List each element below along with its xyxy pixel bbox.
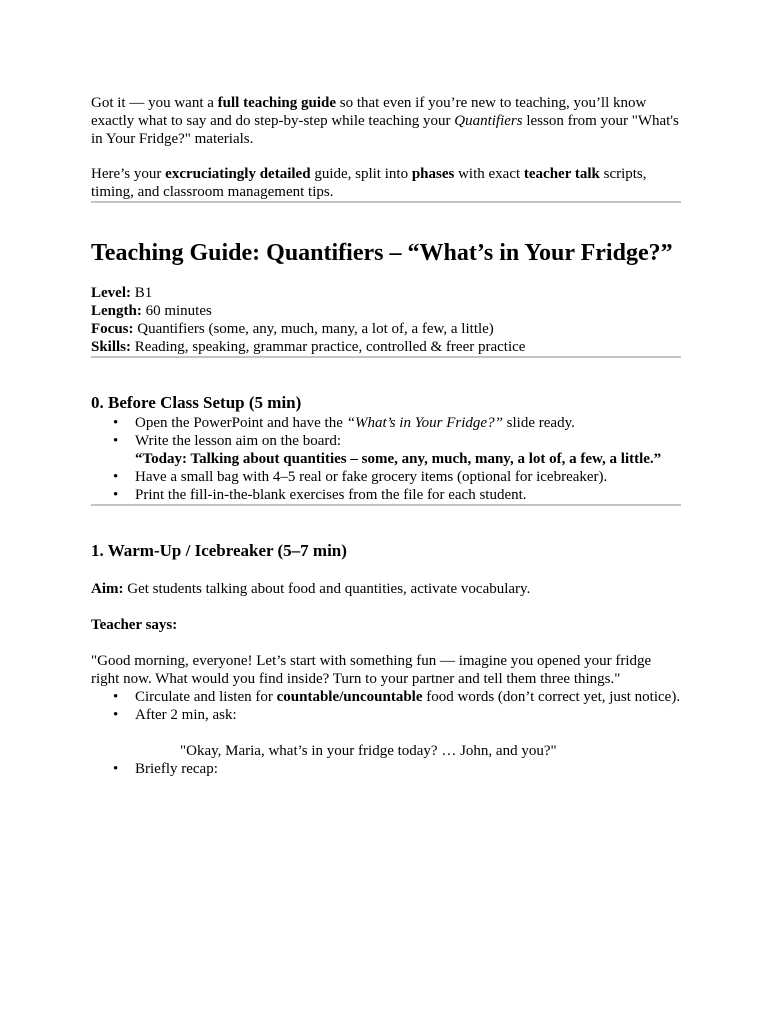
list-item: [135, 760, 681, 778]
intro-bold-text: teacher talk: [523, 166, 600, 182]
meta-value: Reading, speaking, grammar practice, controlled & freer practice: [131, 339, 526, 355]
teacher-quote: "Good morning, everyone! Let’s start with something fun — imagine you opened your fridge right now. What would you find inside? Turn to your partner and tell them three things.": [91, 653, 652, 687]
intro-paragraph-2: [91, 165, 681, 201]
intro-bold-text: phases: [411, 166, 455, 182]
list-text: Write the lesson aim on the board:: [135, 433, 342, 449]
warmup-aim: [91, 580, 681, 598]
list-item: [135, 468, 681, 486]
section-heading-setup: 0. Before Class Setup (5 min): [91, 393, 302, 412]
lesson-aim-text: “Today: Talking about quantities – some, any, much, many, a lot of, a few, a little.”: [135, 451, 662, 467]
meta-level: [91, 284, 681, 302]
meta-focus: [91, 320, 681, 338]
meta-label: Skills:: [91, 339, 132, 355]
teacher-quote-indented: "Okay, Maria, what’s in your fridge today? … John, and you?": [180, 743, 557, 759]
list-item: [135, 432, 681, 468]
list-text: food words (don’t correct yet, just notice).: [422, 689, 681, 705]
intro-bold-text: excruciatingly detailed: [165, 166, 311, 182]
horizontal-divider: [91, 356, 681, 358]
meta-length: [91, 302, 681, 320]
teacher-says-label: [91, 616, 681, 634]
list-text: slide ready.: [502, 415, 575, 431]
meta-label: Level:: [91, 285, 131, 301]
list-item: [135, 688, 681, 706]
list-item: [135, 414, 681, 432]
aim-label: Aim:: [91, 581, 124, 597]
intro-text: so that even if you’re new to teaching, you’ll know exactly what to say and do step-by-step while teaching your: [91, 95, 647, 129]
document-page: [91, 94, 681, 778]
list-italic-text: “What’s in Your Fridge?”: [346, 415, 503, 431]
list-item: [135, 706, 681, 724]
intro-text: guide, split into: [310, 166, 412, 182]
setup-list: [91, 414, 681, 504]
intro-paragraph-1: [91, 94, 681, 148]
meta-label: Focus:: [91, 321, 134, 337]
aim-value: Get students talking about food and quantities, activate vocabulary.: [123, 581, 531, 597]
list-text: Briefly recap:: [135, 761, 218, 777]
horizontal-divider: [91, 504, 681, 506]
section-heading-warmup: 1. Warm-Up / Icebreaker (5–7 min): [91, 541, 347, 560]
intro-text: Here’s your: [91, 166, 166, 182]
intro-italic-text: Quantifiers: [454, 113, 523, 129]
meta-label: Length:: [91, 303, 142, 319]
list-text: Circulate and listen for: [135, 689, 277, 705]
horizontal-divider: [91, 201, 681, 203]
meta-value: 60 minutes: [141, 303, 212, 319]
lesson-meta: [91, 284, 681, 356]
meta-value: B1: [130, 285, 153, 301]
page-title: Teaching Guide: Quantifiers – “What’s in Your Fridge?”: [91, 240, 673, 266]
intro-text: scripts, timing, and classroom management tips.: [91, 166, 647, 200]
list-item: [135, 486, 681, 504]
meta-value: Quantifiers (some, any, much, many, a lot of, a few, a little): [133, 321, 494, 337]
warmup-list-continued: [91, 760, 681, 778]
list-text: Have a small bag with 4–5 real or fake grocery items (optional for icebreaker).: [135, 469, 608, 485]
list-bold-text: countable/uncountable: [276, 689, 423, 705]
intro-text: Got it — you want a: [91, 95, 218, 111]
meta-skills: [91, 338, 681, 356]
intro-bold-text: full teaching guide: [217, 95, 337, 111]
intro-text: lesson from your "What's in Your Fridge?" materials.: [91, 113, 679, 147]
list-text: Open the PowerPoint and have the: [135, 415, 347, 431]
intro-text: with exact: [454, 166, 524, 182]
list-text: After 2 min, ask:: [135, 707, 237, 723]
warmup-list: [91, 688, 681, 724]
teacher-says-text: Teacher says:: [91, 617, 178, 633]
list-text: Print the fill-in-the-blank exercises from the file for each student.: [135, 487, 527, 503]
